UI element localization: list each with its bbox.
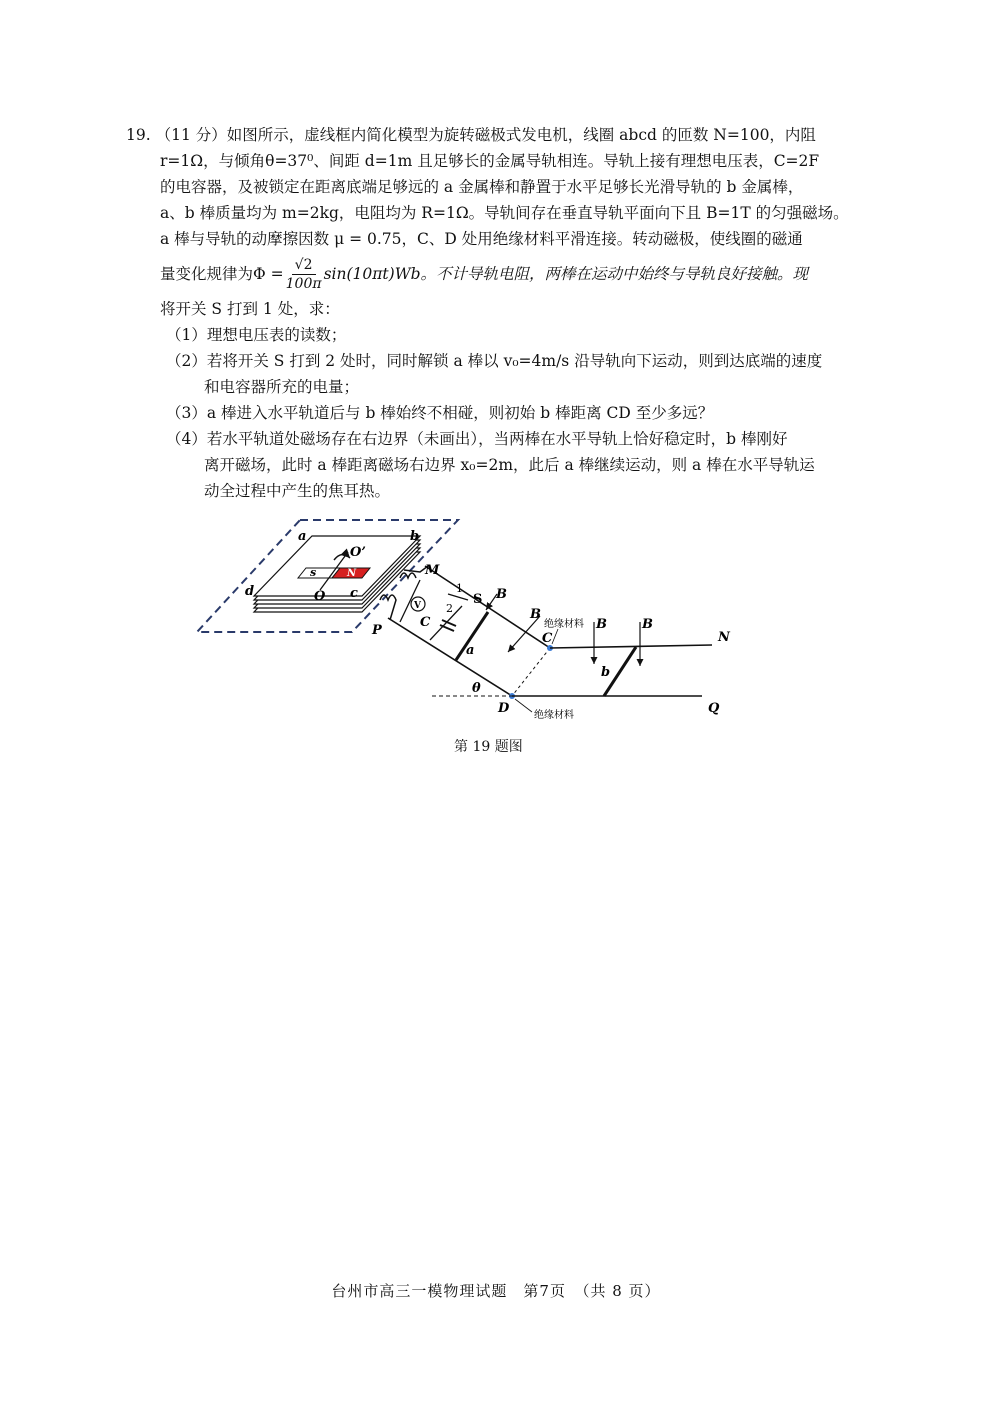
rail-upper-horizontal	[550, 645, 712, 648]
label-voltmeter: V	[414, 601, 421, 611]
label-M: M	[425, 563, 440, 578]
label-switch-1: 1	[456, 582, 463, 595]
label-n-pole: N	[347, 568, 357, 579]
part-1: （1）理想电压表的读数；	[166, 326, 347, 344]
formula-prefix: 量变化规律为Φ =	[160, 265, 284, 283]
formula-suffix: sin(10πt)Wb。不计导轨电阻，两棒在运动中始终与导轨良好接触。现	[323, 265, 809, 283]
part-3: （3）a 棒进入水平轨道后与 b 棒始终不相碰，则初始 b 棒距离 CD 至少多远？	[166, 404, 714, 422]
part-2: （2）若将开关 S 打到 2 处时，同时解锁 a 棒以 v₀=4m/s 沿导轨向下运动，则到达底端的速度	[166, 352, 823, 370]
label-C-point: C	[542, 631, 553, 646]
label-B-4: B	[642, 617, 653, 632]
label-Q-rail: Q	[708, 701, 720, 716]
label-s-pole: s	[310, 566, 317, 579]
label-switch-2: 2	[446, 602, 453, 615]
label-S: S	[473, 592, 483, 607]
label-coil-b: b	[410, 529, 420, 544]
label-N-rail: N	[718, 630, 730, 645]
label-coil-a: a	[298, 529, 307, 544]
label-coil-d: d	[245, 584, 255, 599]
label-B-3: B	[596, 617, 607, 632]
insulation-label-top: 绝缘材料	[544, 619, 584, 630]
insulation-dashed-cd	[512, 648, 550, 696]
label-B-2: B	[530, 607, 541, 622]
part-4-cont-2: 动全过程中产生的焦耳热。	[204, 482, 391, 500]
label-O: O	[314, 589, 326, 604]
figure-caption: 第 19 题图	[454, 739, 523, 755]
page-footer: 台州市高三一模物理试题 第7页 （共 8 页）	[331, 1282, 661, 1300]
label-coil-c: c	[350, 586, 358, 601]
insulation-pointer-top	[552, 629, 558, 644]
label-B-1: B	[496, 587, 507, 602]
label-theta: θ	[472, 681, 481, 696]
label-capacitor: C	[420, 615, 431, 630]
formula-denominator: 100π	[285, 275, 322, 292]
question-line-3: 的电容器，及被锁定在距离底端足够远的 a 金属棒和静置于水平足够长光滑导轨的 b 金属棒，	[160, 178, 804, 196]
label-rod-b: b	[601, 665, 611, 680]
question-line-7: 将开关 S 打到 1 处，求：	[160, 300, 340, 318]
insulation-label-bottom: 绝缘材料	[534, 710, 574, 721]
label-P: P	[372, 623, 382, 638]
question-line-4: a、b 棒质量均为 m=2kg，电阻均为 R=1Ω。导轨间存在垂直导轨平面向下且 B=1T 的匀强磁场。	[160, 204, 849, 222]
label-O-prime: O’	[350, 545, 366, 560]
part-4-cont-1: 离开磁场，此时 a 棒距离磁场右边界 x₀=2m，此后 a 棒继续运动，则 a 棒在水平导轨运	[204, 456, 815, 474]
label-D-point: D	[498, 701, 510, 716]
part-4: （4）若水平轨道处磁场存在右边界（未画出），当两棒在水平导轨上恰好稳定时，b 棒刚好	[166, 430, 788, 448]
part-2-cont: 和电容器所充的电量；	[204, 378, 360, 396]
question-line-2: r=1Ω，与倾角θ=37⁰、间距 d=1m 且足够长的金属导轨相连。导轨上接有理想电压表，C=2F	[160, 152, 820, 170]
rotating-magnet	[298, 568, 370, 578]
label-rod-a: a	[466, 643, 475, 658]
question-line-5: a 棒与导轨的动摩擦因数 μ = 0.75，C、D 处用绝缘材料平滑连接。转动磁极，使线圈的磁通	[160, 230, 803, 248]
formula-numerator: √2	[292, 256, 316, 275]
insulation-pointer-bottom	[515, 699, 532, 712]
question-line-1: 19. （11 分）如图所示，虚线框内简化模型为旋转磁极式发电机，线圈 abcd 的匝数 N=100，内阻	[126, 126, 816, 144]
question-number: 19.	[126, 126, 151, 144]
